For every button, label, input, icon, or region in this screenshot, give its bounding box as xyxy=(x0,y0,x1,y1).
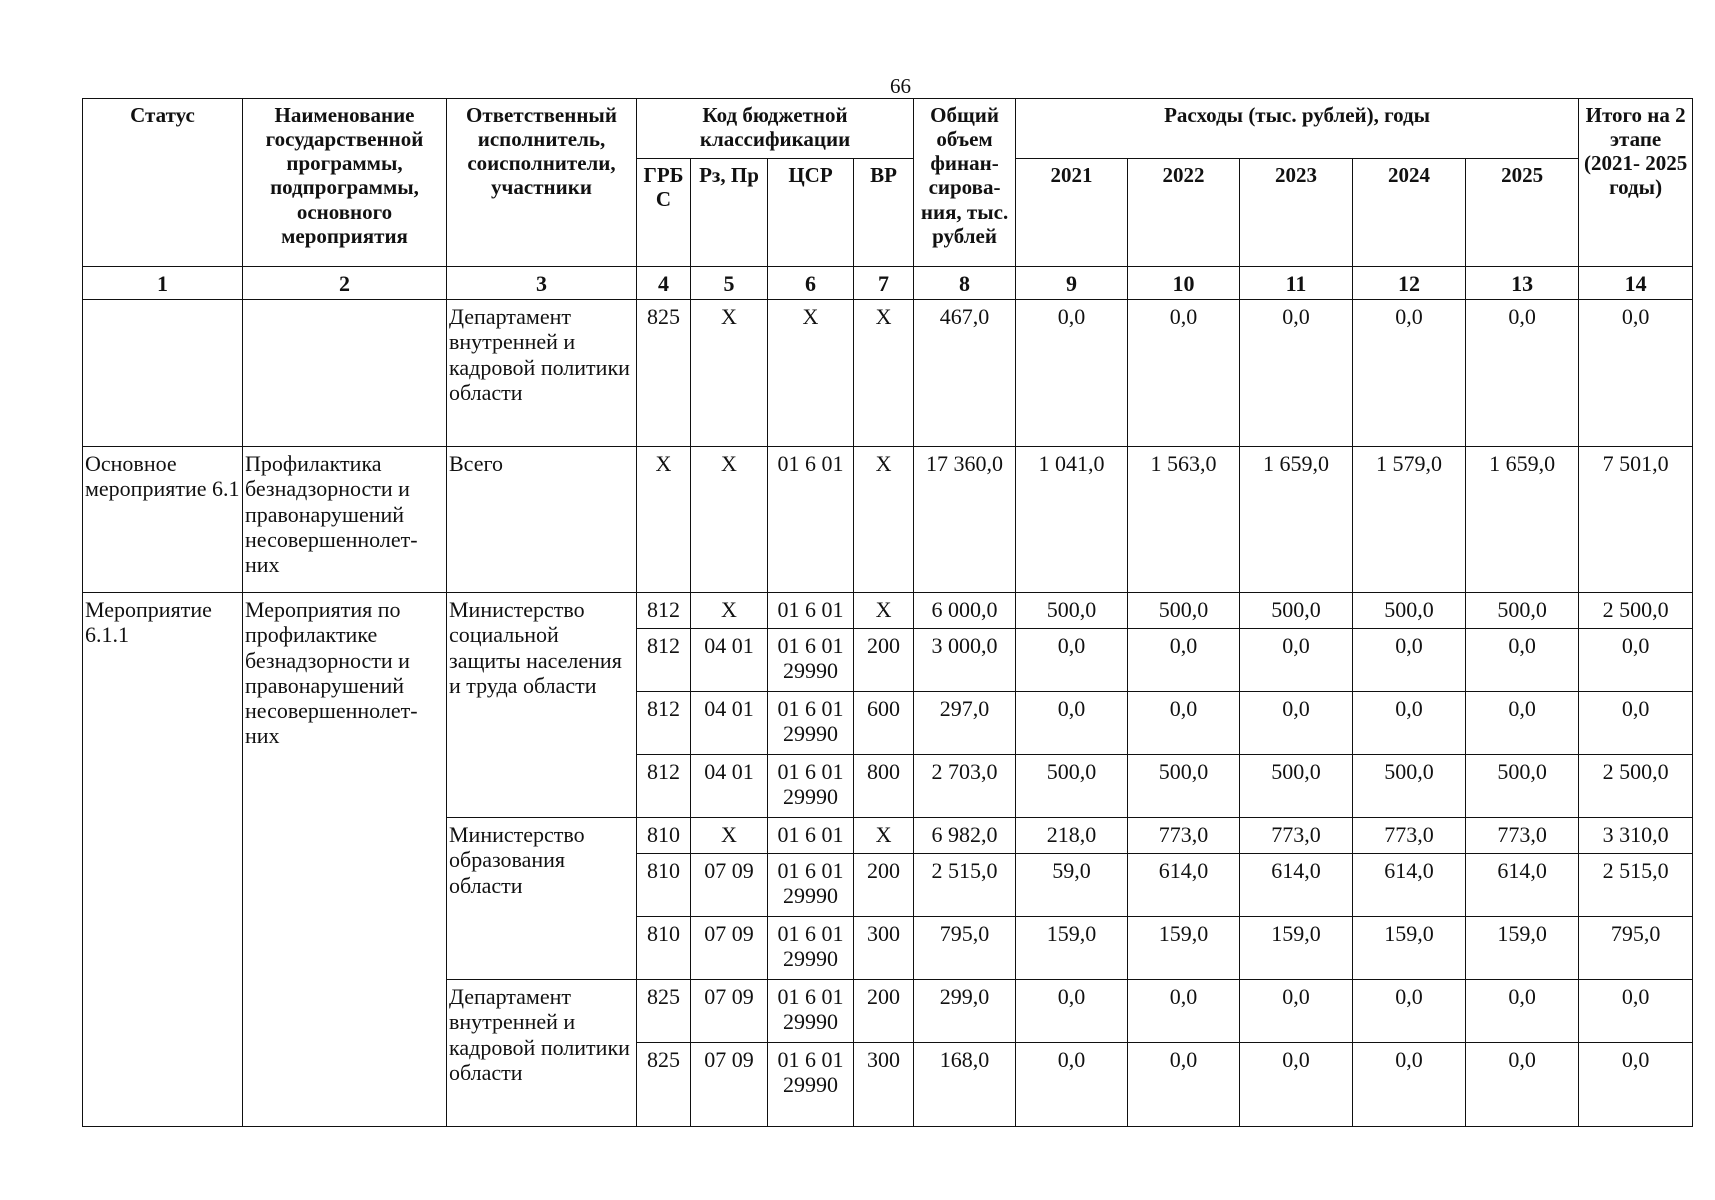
csr-cell: 01 6 01 29990 xyxy=(768,854,854,917)
year-2025-cell: 159,0 xyxy=(1466,917,1579,980)
year-2024-cell: 0,0 xyxy=(1353,692,1466,755)
vr-cell: 200 xyxy=(854,854,914,917)
header-stage-total: Итого на 2 этапе (2021- 2025 годы) xyxy=(1579,99,1693,267)
status-cell: Мероприятие 6.1.1 xyxy=(83,593,243,1127)
column-number: 12 xyxy=(1353,267,1466,300)
year-2023-cell: 0,0 xyxy=(1240,692,1353,755)
total-volume-cell: 297,0 xyxy=(914,692,1016,755)
rzpr-cell: Х xyxy=(691,447,768,593)
year-2024-cell: 159,0 xyxy=(1353,917,1466,980)
year-2021-cell: 0,0 xyxy=(1016,300,1128,447)
grbs-cell: 812 xyxy=(637,629,691,692)
column-number: 6 xyxy=(768,267,854,300)
header-year-2025: 2025 xyxy=(1466,159,1579,267)
year-2025-cell: 0,0 xyxy=(1466,629,1579,692)
header-year-2024: 2024 xyxy=(1353,159,1466,267)
year-2024-cell: 500,0 xyxy=(1353,593,1466,629)
column-number: 14 xyxy=(1579,267,1693,300)
header-year-2022: 2022 xyxy=(1128,159,1240,267)
vr-cell: Х xyxy=(854,300,914,447)
column-number: 10 xyxy=(1128,267,1240,300)
year-2023-cell: 500,0 xyxy=(1240,755,1353,818)
csr-cell: 01 6 01 29990 xyxy=(768,1043,854,1127)
rzpr-cell: 04 01 xyxy=(691,692,768,755)
column-number: 2 xyxy=(243,267,447,300)
total-volume-cell: 6 000,0 xyxy=(914,593,1016,629)
header-vr: ВР xyxy=(854,159,914,267)
total-volume-cell: 17 360,0 xyxy=(914,447,1016,593)
year-2023-cell: 0,0 xyxy=(1240,980,1353,1043)
vr-cell: 600 xyxy=(854,692,914,755)
year-2025-cell: 1 659,0 xyxy=(1466,447,1579,593)
grbs-cell: 810 xyxy=(637,854,691,917)
rzpr-cell: 07 09 xyxy=(691,1043,768,1127)
year-2021-cell: 1 041,0 xyxy=(1016,447,1128,593)
rzpr-cell: Х xyxy=(691,818,768,854)
year-2021-cell: 218,0 xyxy=(1016,818,1128,854)
vr-cell: Х xyxy=(854,593,914,629)
grbs-cell: 812 xyxy=(637,755,691,818)
csr-cell: 01 6 01 xyxy=(768,818,854,854)
year-2022-cell: 0,0 xyxy=(1128,980,1240,1043)
stage-total-cell: 0,0 xyxy=(1579,980,1693,1043)
vr-cell: 200 xyxy=(854,629,914,692)
year-2025-cell: 773,0 xyxy=(1466,818,1579,854)
grbs-cell: 825 xyxy=(637,980,691,1043)
csr-cell: 01 6 01 29990 xyxy=(768,629,854,692)
csr-cell: Х xyxy=(768,300,854,447)
year-2021-cell: 0,0 xyxy=(1016,692,1128,755)
rzpr-cell: Х xyxy=(691,593,768,629)
program-name-cell xyxy=(243,300,447,447)
total-volume-cell: 2 515,0 xyxy=(914,854,1016,917)
header-year-2021: 2021 xyxy=(1016,159,1128,267)
column-number: 8 xyxy=(914,267,1016,300)
year-2025-cell: 614,0 xyxy=(1466,854,1579,917)
year-2021-cell: 500,0 xyxy=(1016,593,1128,629)
rzpr-cell: 07 09 xyxy=(691,980,768,1043)
csr-cell: 01 6 01 29990 xyxy=(768,692,854,755)
year-2023-cell: 500,0 xyxy=(1240,593,1353,629)
rzpr-cell: 07 09 xyxy=(691,917,768,980)
stage-total-cell: 2 500,0 xyxy=(1579,593,1693,629)
column-number: 4 xyxy=(637,267,691,300)
year-2023-cell: 0,0 xyxy=(1240,629,1353,692)
header-year-2023: 2023 xyxy=(1240,159,1353,267)
total-volume-cell: 795,0 xyxy=(914,917,1016,980)
year-2022-cell: 0,0 xyxy=(1128,300,1240,447)
rzpr-cell: 04 01 xyxy=(691,629,768,692)
year-2023-cell: 614,0 xyxy=(1240,854,1353,917)
year-2021-cell: 500,0 xyxy=(1016,755,1128,818)
header-grbs: ГРБ С xyxy=(637,159,691,267)
year-2022-cell: 1 563,0 xyxy=(1128,447,1240,593)
year-2024-cell: 773,0 xyxy=(1353,818,1466,854)
header-name: Наименование государственной программы, подпрограммы, основного мероприятия xyxy=(243,99,447,267)
year-2021-cell: 0,0 xyxy=(1016,629,1128,692)
year-2021-cell: 0,0 xyxy=(1016,980,1128,1043)
year-2022-cell: 500,0 xyxy=(1128,755,1240,818)
stage-total-cell: 0,0 xyxy=(1579,300,1693,447)
year-2025-cell: 0,0 xyxy=(1466,980,1579,1043)
stage-total-cell: 2 515,0 xyxy=(1579,854,1693,917)
csr-cell: 01 6 01 29990 xyxy=(768,917,854,980)
vr-cell: 200 xyxy=(854,980,914,1043)
vr-cell: Х xyxy=(854,447,914,593)
csr-cell: 01 6 01 xyxy=(768,447,854,593)
year-2024-cell: 614,0 xyxy=(1353,854,1466,917)
header-status: Статус xyxy=(83,99,243,267)
year-2024-cell: 0,0 xyxy=(1353,1043,1466,1127)
header-rzpr: Рз, Пр xyxy=(691,159,768,267)
year-2021-cell: 0,0 xyxy=(1016,1043,1128,1127)
year-2021-cell: 159,0 xyxy=(1016,917,1128,980)
table-row xyxy=(83,300,1693,447)
responsible-cell: Всего xyxy=(447,447,637,593)
status-cell: Основное мероприятие 6.1 xyxy=(83,447,243,593)
column-number: 9 xyxy=(1016,267,1128,300)
year-2022-cell: 500,0 xyxy=(1128,593,1240,629)
stage-total-cell: 0,0 xyxy=(1579,629,1693,692)
year-2024-cell: 1 579,0 xyxy=(1353,447,1466,593)
total-volume-cell: 299,0 xyxy=(914,980,1016,1043)
column-number: 3 xyxy=(447,267,637,300)
year-2025-cell: 500,0 xyxy=(1466,755,1579,818)
total-volume-cell: 168,0 xyxy=(914,1043,1016,1127)
grbs-cell: 810 xyxy=(637,818,691,854)
year-2022-cell: 0,0 xyxy=(1128,1043,1240,1127)
stage-total-cell: 0,0 xyxy=(1579,1043,1693,1127)
grbs-cell: 810 xyxy=(637,917,691,980)
stage-total-cell: 0,0 xyxy=(1579,692,1693,755)
program-name-cell: Мероприятия по профилактике безнадзорности и правонарушений несовершеннолет- них xyxy=(243,593,447,1127)
table-row xyxy=(83,593,1693,629)
year-2024-cell: 500,0 xyxy=(1353,755,1466,818)
responsible-cell: Департамент внутренней и кадровой политики области xyxy=(447,300,637,447)
stage-total-cell: 3 310,0 xyxy=(1579,818,1693,854)
table-row xyxy=(83,447,1693,593)
year-2022-cell: 773,0 xyxy=(1128,818,1240,854)
stage-total-cell: 7 501,0 xyxy=(1579,447,1693,593)
grbs-cell: Х xyxy=(637,447,691,593)
column-number: 5 xyxy=(691,267,768,300)
csr-cell: 01 6 01 29990 xyxy=(768,980,854,1043)
column-number: 13 xyxy=(1466,267,1579,300)
year-2021-cell: 59,0 xyxy=(1016,854,1128,917)
budget-table xyxy=(82,98,1693,1127)
year-2025-cell: 0,0 xyxy=(1466,300,1579,447)
year-2022-cell: 614,0 xyxy=(1128,854,1240,917)
year-2025-cell: 0,0 xyxy=(1466,1043,1579,1127)
column-number-row xyxy=(83,267,1693,300)
column-number: 11 xyxy=(1240,267,1353,300)
grbs-cell: 825 xyxy=(637,1043,691,1127)
column-number: 7 xyxy=(854,267,914,300)
header-expenses: Расходы (тыс. рублей), годы xyxy=(1016,99,1579,159)
year-2022-cell: 159,0 xyxy=(1128,917,1240,980)
year-2022-cell: 0,0 xyxy=(1128,692,1240,755)
header-csr: ЦСР xyxy=(768,159,854,267)
year-2025-cell: 500,0 xyxy=(1466,593,1579,629)
header-budget-code: Код бюджетной классификации xyxy=(637,99,914,159)
year-2023-cell: 1 659,0 xyxy=(1240,447,1353,593)
total-volume-cell: 2 703,0 xyxy=(914,755,1016,818)
responsible-cell-department: Департамент внутренней и кадровой политики области xyxy=(447,980,637,1127)
rzpr-cell: 04 01 xyxy=(691,755,768,818)
vr-cell: 300 xyxy=(854,917,914,980)
year-2024-cell: 0,0 xyxy=(1353,300,1466,447)
stage-total-cell: 795,0 xyxy=(1579,917,1693,980)
total-volume-cell: 3 000,0 xyxy=(914,629,1016,692)
year-2023-cell: 773,0 xyxy=(1240,818,1353,854)
year-2024-cell: 0,0 xyxy=(1353,980,1466,1043)
grbs-cell: 825 xyxy=(637,300,691,447)
rzpr-cell: Х xyxy=(691,300,768,447)
grbs-cell: 812 xyxy=(637,692,691,755)
year-2024-cell: 0,0 xyxy=(1353,629,1466,692)
column-number: 1 xyxy=(83,267,243,300)
csr-cell: 01 6 01 29990 xyxy=(768,755,854,818)
page-number: 66 xyxy=(890,74,911,98)
stage-total-cell: 2 500,0 xyxy=(1579,755,1693,818)
status-cell xyxy=(83,300,243,447)
csr-cell: 01 6 01 xyxy=(768,593,854,629)
header-total-volume: Общий объем финан- сирова- ния, тыс. рублей xyxy=(914,99,1016,267)
program-name-cell: Профилактика безнадзорности и правонарушений несовершеннолет- них xyxy=(243,447,447,593)
year-2022-cell: 0,0 xyxy=(1128,629,1240,692)
responsible-cell-social: Министерство социальной защиты населения и труда области xyxy=(447,593,637,818)
vr-cell: 800 xyxy=(854,755,914,818)
header-responsible: Ответственный исполнитель, соисполнители, участники xyxy=(447,99,637,267)
year-2025-cell: 0,0 xyxy=(1466,692,1579,755)
vr-cell: Х xyxy=(854,818,914,854)
rzpr-cell: 07 09 xyxy=(691,854,768,917)
year-2023-cell: 0,0 xyxy=(1240,1043,1353,1127)
total-volume-cell: 467,0 xyxy=(914,300,1016,447)
vr-cell: 300 xyxy=(854,1043,914,1127)
year-2023-cell: 159,0 xyxy=(1240,917,1353,980)
responsible-cell-education: Министерство образования области xyxy=(447,818,637,980)
total-volume-cell: 6 982,0 xyxy=(914,818,1016,854)
year-2023-cell: 0,0 xyxy=(1240,300,1353,447)
grbs-cell: 812 xyxy=(637,593,691,629)
